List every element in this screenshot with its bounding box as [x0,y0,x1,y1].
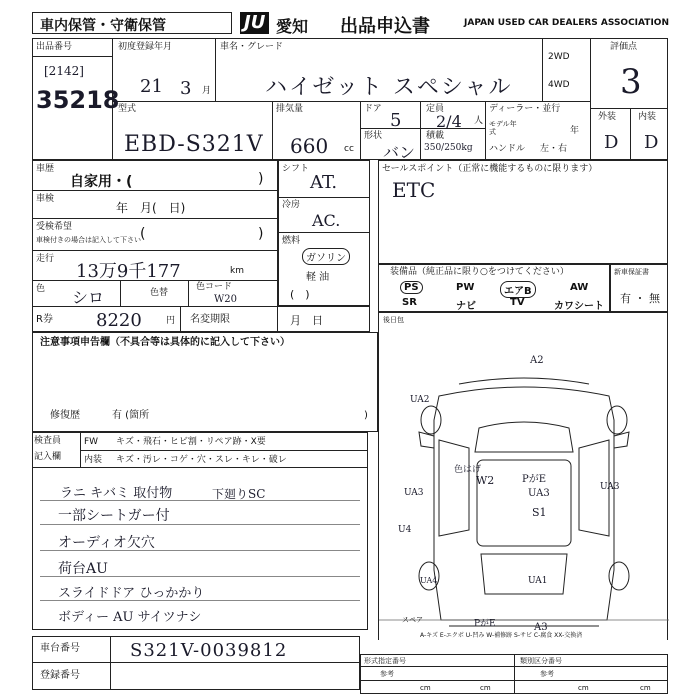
rating-value: 3 [620,62,642,102]
name-change-text: 月 日 [290,314,323,327]
after-label: 後日包 [383,316,404,324]
equip-ps: PS [400,281,423,294]
color-value: シロ [72,288,105,307]
ext-label: 外装 [598,112,617,122]
fuel-paren: ( ) [290,288,310,301]
sales-label: セールスポイント（正常に機能するものに限ります） [382,164,598,174]
equip-sr: SR [402,297,417,308]
mileage-label: 走行 [36,254,55,264]
note-line-4: 荷台AU [58,561,108,577]
fuel-diesel: 軽 油 [306,272,330,283]
color-swap-label: 色替 [150,288,169,298]
equip-pw: PW [456,282,475,293]
shift-label: シフト [282,164,310,174]
lot-label: 出品番号 [36,42,73,52]
handle-label: ハンドル [489,144,526,154]
inspection-text: 年 月( 日) [116,201,186,215]
interior-text: キズ・汚レ・コゲ・穴・スレ・キレ・破レ [116,455,287,465]
mark-pge-2: PがE [474,619,496,629]
handle-value: 左・右 [540,144,568,154]
equip-leather: カワシート [554,301,604,312]
inspection-label: 車検 [36,194,55,204]
shape-value: バン [383,143,416,162]
equip-tv: TV [510,297,525,308]
car-name: ハイゼット スペシャル [265,75,513,100]
load-value: 350/250kg [424,143,473,153]
km-unit: km [230,266,244,276]
doors-value: 5 [390,110,402,131]
month-unit: 月 [202,86,212,96]
form-title: 出品申込書 [340,16,430,37]
note-line-6: ボディー AU サイツナシ [58,610,202,625]
mark-s1: S1 [532,506,547,519]
drive-4wd: 4WD [548,80,570,90]
chassis-label: 車台番号 [40,643,80,654]
displacement-value: 660 [290,134,329,158]
warranty-value: 有 ・ 無 [620,292,660,305]
yen-unit: 円 [166,316,176,326]
color-code-label: 色コード [196,282,233,292]
model-year-label: モデル年式 [489,120,517,136]
capacity-unit: 人 [474,116,484,126]
received-close: ) [258,226,264,242]
notes-header: 注意事項申告欄（不具合等は具体的に記入して下さい） [40,337,290,348]
mark-ua4: UA4 [420,576,438,585]
ac-value: AC. [312,211,341,230]
int-label: 内装 [638,112,657,122]
dealer-label: ディーラー・並行 [489,104,561,114]
model-label: 型式 [118,104,137,114]
lot-number: 35218 [36,86,120,114]
cm-2: cm [480,684,491,692]
ref-label-right: 参考 [540,670,554,678]
fuel-gas: ガソリン [302,248,350,265]
equip-airbag: エアB [500,281,536,298]
year-unit: 年 [570,126,580,136]
ext-grade: D [604,132,619,153]
mark-a3: A3 [534,622,548,633]
sales-value: ETC [392,178,436,202]
cm-3: cm [578,684,589,692]
name-change-label: 名変期限 [190,314,230,325]
fuel-label: 燃料 [282,236,301,246]
aichi-logo: 愛知 [276,17,309,36]
mark-color: 色はげ [454,465,482,475]
equip-label: 装備品（純正品に限り○をつけてください） [390,267,569,277]
model-value: EBD-S321V [124,132,264,157]
repair-close: ) [364,410,368,421]
capacity-value: 2/4 [436,112,462,131]
new-warranty-label: 新車保証書 [614,268,649,276]
rating-label: 評価点 [610,42,638,52]
chassis-number: S321V-0039812 [130,640,288,661]
inspector-label: 検査員 [34,436,62,446]
recycle-label: R券 [36,314,53,325]
doors-label: ドア [364,104,382,114]
color-code-value: W20 [214,294,238,305]
shift-value: AT. [310,172,338,193]
class-label: 類別区分番号 [520,657,562,665]
cm-4: cm [640,684,651,692]
capacity-label: 定員 [426,104,445,114]
fw-label: FW [84,437,99,447]
first-reg-month: 3 [180,78,192,99]
first-reg-year: 21 [140,76,163,97]
spare-label: スペア [402,616,423,624]
repair-label: 修復歴 [50,410,80,421]
received-open: ( [140,226,146,242]
ref-label-left: 参考 [380,670,394,678]
damage-legend: A-キズ E-エクボ U-凹み W-補修跡 S-サビ C-腐食 XX-交換済 [420,632,583,639]
int-grade: D [644,132,659,153]
mark-ua1: UA1 [528,576,548,586]
recycle-value: 8220 [96,310,142,331]
color-label: 色 [36,284,46,294]
mark-u4: U4 [398,525,412,535]
storage-label: 車内保管・守衛保管 [40,18,166,34]
association-name: JAPAN USED CAR DEALERS ASSOCIATION [464,18,669,28]
received-label: 受検希望 [36,222,73,232]
ac-label: 冷房 [282,200,301,210]
equip-navi: ナビ [456,301,476,312]
mark-pge-1: PがE [522,474,547,485]
car-name-label: 車名・グレード [220,42,284,52]
note-line-1: ラニ キバミ 取付物 [60,486,173,501]
mark-ua2: UA2 [410,395,430,405]
cc-unit: cc [344,144,354,154]
history-value: 自家用・( [70,174,133,190]
drive-2wd: 2WD [548,52,570,62]
received-sub: 車検付きの場合は記入して下さい [36,236,141,244]
cm-1: cm [420,684,431,692]
note-line-3: オーディオ欠穴 [58,535,155,551]
mark-a2: A2 [530,355,544,366]
equip-aw: AW [570,282,589,293]
reg-label: 登録番号 [40,670,80,681]
ju-logo: JU [240,12,269,34]
history-close: ) [258,171,264,187]
mileage-value: 13万9千177 [76,261,181,282]
mark-ua3-left: UA3 [404,488,424,498]
history-label: 車歴 [36,164,55,174]
fill-label: 記入欄 [34,452,62,462]
mark-ua3-center: UA3 [528,488,550,499]
first-reg-label: 初度登録年月 [118,42,173,52]
mark-w2: W2 [476,474,495,487]
note-side: 下廻りSC [212,487,266,501]
load-label: 積載 [426,131,445,141]
fw-text: キズ・飛石・ヒビ割・リペア跡・X要 [116,437,266,447]
note-line-2: 一部シートガー付 [58,508,170,524]
format-label: 形式指定番号 [364,657,406,665]
note-line-5: スライドドア ひっかかり [58,586,205,601]
sales-block [378,160,668,264]
displacement-label: 排気量 [276,104,304,114]
shape-label: 形状 [364,131,383,141]
lot-small-number: [2142] [44,64,84,78]
interior-label: 内装 [84,455,103,465]
repair-value: 有 (箇所 [112,410,150,421]
mark-ua3-right: UA3 [600,482,620,492]
